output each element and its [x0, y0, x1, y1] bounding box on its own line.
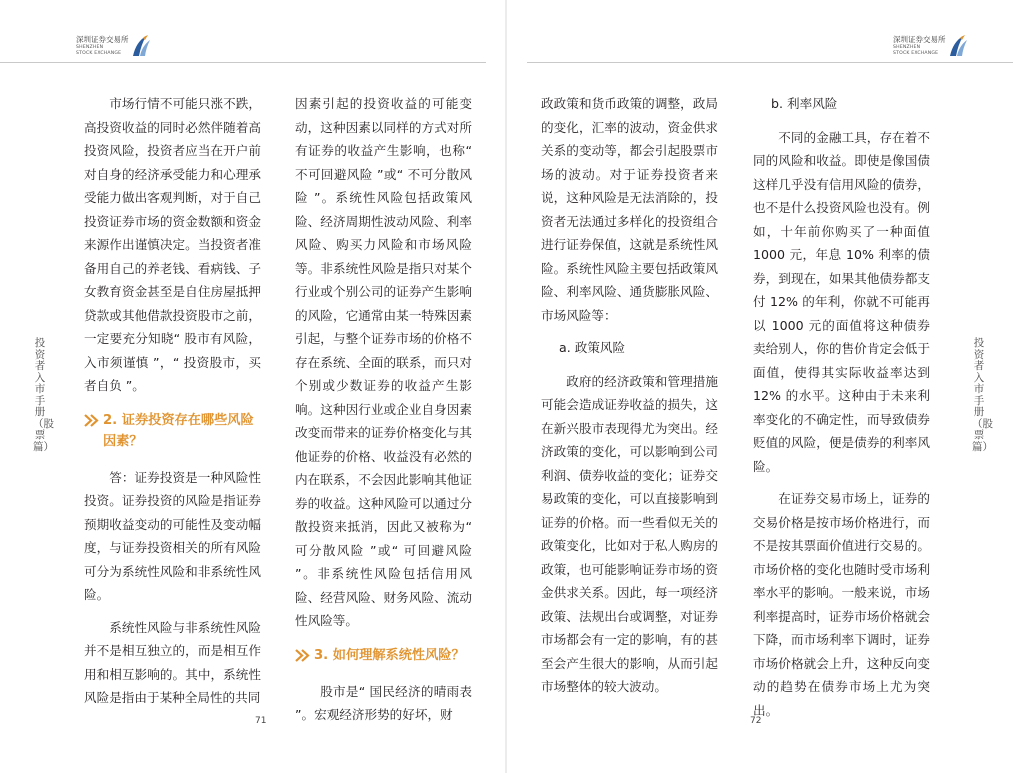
logo-en-line1: SHENZHEN	[76, 45, 104, 51]
logo-cn-text: 深圳证券交易所	[893, 34, 946, 44]
paragraph: 在证券交易市场上，证券的交易价格是按市场价格进行，而不是按其票面价值进行交易的。市场价格的变化也随时受市场利率水平的影响。一般来说，市场利率提高时，证券市场价格就会下降，而市场利率下调时，证券市场价格就会上升，这种反向变动的趋势在债券市场上尤为突出。	[753, 491, 930, 718]
logo-en-line2: STOCK EXCHANGE	[893, 50, 939, 56]
section-heading-text: 2. 证券投资存在哪些风险因素？	[103, 412, 254, 449]
paragraph: 政政策和货币政策的调整，政局的变化，汇率的波动，资金供求关系的变动等，都会引起股票市场的波动。对于证券投资者来说，这种风险是无法消除的，投资者无法通过多样化的投资组合进行证券保值，这就是系统性风险。系统性风险主要包括政策风险、利率风险、通货膨胀风险、市场风险等：	[541, 96, 718, 323]
paragraph: 答：证券投资是一种风险性投资。证券投资的风险是指证券预期收益变动的可能性及变动幅度，与证券投资相关的所有风险可分为系统性风险和非系统性风险。	[84, 469, 261, 602]
right-page	[507, 0, 1013, 773]
subsection-label: b. 利率风险	[771, 96, 838, 111]
section-heading-text: 3. 如何理解系统性风险？	[314, 647, 465, 663]
szse-logo	[76, 34, 151, 58]
left-page	[0, 0, 506, 773]
left-column-2	[295, 92, 472, 736]
header-rule	[0, 62, 486, 63]
header-rule	[527, 62, 1013, 63]
paragraph: 政府的经济政策和管理措施可能会造成证券收益的损失，这在新兴股市表现得尤为突出。经济政策的变化，可以影响到公司利润、债券收益的变化；证券交易政策的变化，可以直接影响到证券的价格。而一些看似无关的政策变化，比如对于私人购房的政策，也可能影响证券市场的资金供求关系。因此，每一项经济政策、法规出台或调整，对证券市场都会有一定的影响，有的甚至会产生很大的影响，从而引起市场整体的较大波动。	[541, 373, 718, 694]
side-label: 投资者入市手册（股票篇）	[33, 337, 54, 453]
page-number: 72	[750, 716, 762, 726]
paragraph: 不同的金融工具，存在着不同的风险和收益。即使是像国债这样几乎没有信用风险的债券，也不是什么投资风险也没有。例如，十年前你购买了一种面值 1000 元，年息 10% 利率的债券，到现在，如果其他债券都支付 12% 的年利，你就不可能再以 1000 元的面值将这种债券卖给别人，你的售价肯定会低于面值，使得其实际收益率达到 12% 的水平。这种由于未来利率变化的不确定性，而导致债券贬值的风险，便是债券的利率风险。	[753, 129, 930, 474]
szse-logo	[893, 34, 968, 58]
logo-en-line2: STOCK EXCHANGE	[76, 50, 122, 56]
paragraph: 系统性风险与非系统性风险并不是相互独立的，而是相互作用和相互影响的。其中，系统性风险是指由于某种全局性的共同	[84, 619, 261, 705]
page-number: 71	[255, 716, 267, 726]
section-heading	[84, 410, 261, 452]
paragraph: 市场行情不可能只涨不跌，高投资收益的同时必然伴随着高投资风险，投资者应当在开户前对自身的经济承受能力和心理承受能力做出客观判断，对于自己投资证券市场的资金数额和资金来源作出谨慎决定。当投资者准备用自己的养老钱、看病钱、子女教育资金甚至是自住房屋抵押贷款或其他借款投资股市之前，一定要充分知晓“ 股市有风险，入市须谨慎 ”，“ 投资股市，买者自负 ”。	[84, 96, 261, 393]
double-chevron-icon	[84, 414, 100, 427]
paragraph: 股市是“ 国民经济的晴雨表 ”。宏观经济形势的好坏，财	[295, 683, 472, 722]
left-column-1	[84, 92, 261, 719]
logo-en-line1: SHENZHEN	[893, 45, 921, 51]
double-chevron-icon	[295, 649, 311, 662]
subsection-label: a. 政策风险	[559, 340, 626, 355]
paragraph: 因素引起的投资收益的可能变动，这种因素以同样的方式对所有证券的收益产生影响，也称“ 不可回避风险 ”或“ 不可分散风险 ”。系统性风险包括政策风险、经济周期性波动风险、利率风险、购买力风险和市场风险等。非系统性风险是指只对某个行业或个别公司的证券产生影响的风险，它通常由某一特殊因素引起，与整个证券市场的价格不存在系统、全面的联系，而只对个别或少数证券的收益产生影响。这种因行业或企业自身因素改变而带来的证券价格变化与其他证券的价格、收益没有必然的内在联系，不会因此影响其他证券的收益。这种风险可以通过分散投资来抵消，因此又被称为“ 可分散风险 ”或“ 可回避风险 ”。非系统性风险包括信用风险、经营风险、财务风险、流动性风险等。	[295, 96, 472, 628]
szse-emblem-icon	[131, 34, 151, 58]
section-heading	[295, 645, 472, 666]
logo-cn-text: 深圳证券交易所	[76, 34, 129, 44]
side-label: 投资者入市手册（股票篇）	[972, 337, 993, 453]
right-column-2	[753, 92, 930, 731]
right-column-1	[541, 92, 718, 708]
szse-emblem-icon	[948, 34, 968, 58]
